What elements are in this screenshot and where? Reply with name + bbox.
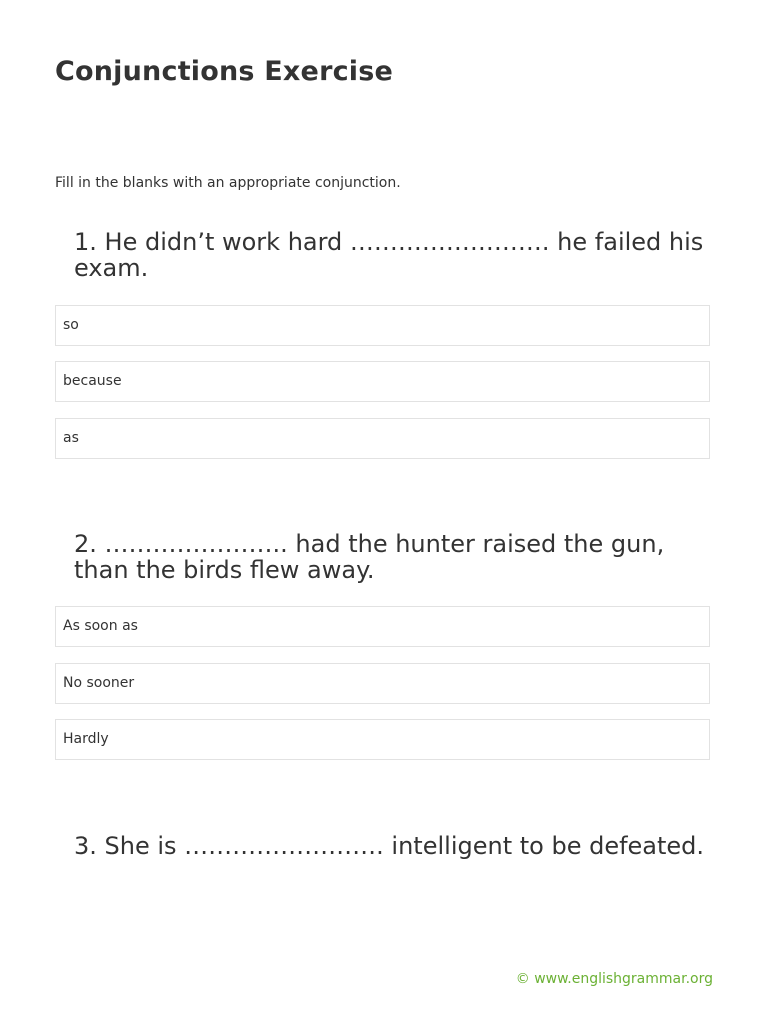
question-2-option-hardly[interactable]: Hardly	[55, 719, 710, 760]
question-3-text: 3. She is ……………………. intelligent to be defeated.	[74, 832, 705, 860]
question-2-option-no-sooner[interactable]: No sooner	[55, 663, 710, 704]
question-2-option-as-soon-as[interactable]: As soon as	[55, 606, 710, 647]
page-title: Conjunctions Exercise	[55, 56, 394, 87]
question-1-option-so[interactable]: so	[55, 305, 710, 346]
instructions-text: Fill in the blanks with an appropriate conjunction.	[55, 175, 401, 191]
footer-copyright: © www.englishgrammar.org	[515, 971, 713, 987]
question-1-option-as[interactable]: as	[55, 418, 710, 459]
question-1-text: 1. He didn’t work hard ……………………. he failed his exam.	[74, 228, 704, 282]
question-1-option-because[interactable]: because	[55, 361, 710, 402]
question-2-text: 2. ………………….. had the hunter raised the gun, than the birds flew away.	[74, 530, 665, 584]
